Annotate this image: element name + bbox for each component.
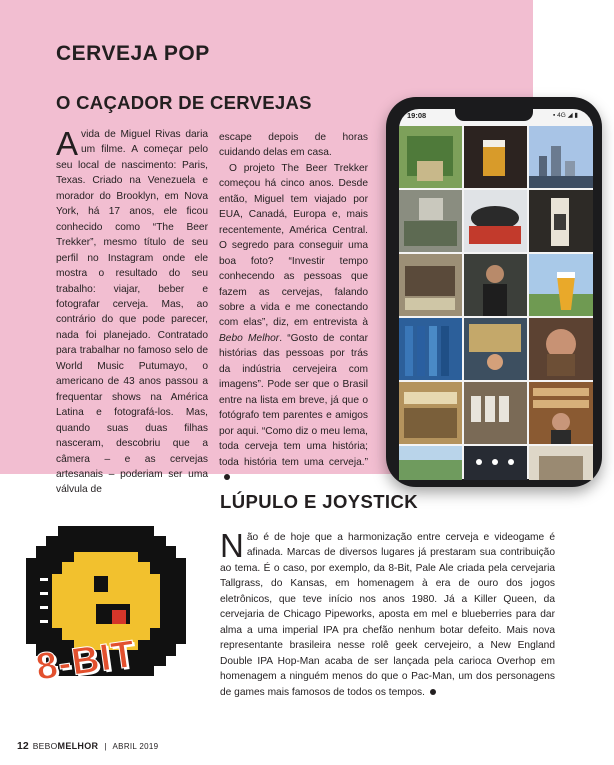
pixel-art-pacman-illustration bbox=[16, 516, 196, 689]
section-title: CERVEJA POP bbox=[56, 42, 210, 65]
footer-separator: | bbox=[104, 741, 107, 751]
article-paragraph: escape depois de horas cuidando delas em casa. bbox=[219, 132, 368, 159]
article-column bbox=[220, 527, 555, 700]
end-mark-icon bbox=[224, 474, 230, 480]
article-text: . “Gosto de contar histórias das pessoas por trás da indústria cervejeira com imagens”. Pode ser que o Brasil entre na lista em breve, já que o fotógrafo tem parentes e amigos por aqui. “Como diz o meu lema, toda cerveja tem uma história; toda história tem uma cerveja.” bbox=[219, 332, 368, 468]
article-paragraph bbox=[220, 527, 555, 700]
article-title: LÚPULO E JOYSTICK bbox=[220, 491, 418, 512]
magazine-name: Bebo Melhor bbox=[219, 332, 280, 344]
article-paragraph bbox=[219, 161, 368, 486]
drop-cap: A bbox=[56, 125, 79, 162]
article-text: vida de Miguel Rivas daria um filme. A começar pelo seu local de nascimento: Paris, Texas. Criado na Venezuela e morador do Brooklyn, em Nova York, há 17 anos, ele ficou conhecido como “The Beer Trekker”, mesmo título de seu perfil no Instagram onde ele mostra o resultado do seu trabalho: viajar, beber e fotografar cerveja. Mas, ao contrário do que pode parecer, nada foi planejado. Contratado para trabalhar no famoso selo de World Music Putumayo, o americano de 43 anos passou a frequentar shows na América Latina e fotografá-los. Mas, quando suas duas filhas nasceram, descobriu que a câmera – e as cervejas artesanais – poderiam ser uma válvula de bbox=[56, 129, 208, 496]
article-text: O projeto The Beer Trekker começou há cinco anos. Desde então, Miguel tem viajado por EUA, Canadá, Europa e, mais recentemente, América Central. O segredo para conseguir uma boa foto? “Investir tempo conhecendo as pessoas que fazem as cervejas, falando sobre a vida e me conectando com elas”, diz, em entrevista à bbox=[219, 162, 368, 329]
page-number: 12 bbox=[17, 740, 29, 752]
issue-date: ABRIL 2019 bbox=[112, 742, 159, 751]
brand-name-part: MELHOR bbox=[57, 741, 99, 751]
article-text: ão é de hoje que a harmonização entre cerveja e videogame é afinada. Marcas de diversos lugares já prestaram sua contribuição ao tema. É o caso, por exemplo, da 8-Bit, Pale Ale criada pela cervejaria Tallgrass, do Kansas, em homenagem à era de ouro dos jogos eletrônicos, que teve início nos anos 1980. Já a Killer Queen, da cervejaria de Chicago Pipeworks, aposta em mel e blueberries para dar alma a uma imperial IPA pra chefão nenhum botar defeito. Mais nova representante brasileira nesse rolê geek cervejeiro, a New England Double IPA Hop-Man acaba de ser lançada pela carioca Overhop em homenagem a ninguém menos do que o Pac-Man, um dos personagens de games mais famosos de todos os tempos. bbox=[220, 532, 555, 698]
eight-bit-badge-text: 8-BIT bbox=[33, 633, 139, 689]
phone-notch bbox=[455, 108, 533, 121]
end-mark-icon bbox=[430, 689, 436, 695]
brand-name-part: BEBO bbox=[32, 741, 58, 751]
page-footer bbox=[17, 740, 158, 752]
phone-status-icons: ▪ 4G ◢ ▮ bbox=[553, 112, 578, 119]
article-title: O CAÇADOR DE CERVEJAS bbox=[56, 92, 312, 113]
photo-grid-svg bbox=[399, 126, 593, 480]
phone-status-time: 19:08 bbox=[407, 111, 427, 120]
instagram-photo-grid bbox=[399, 126, 593, 485]
article-column-2 bbox=[219, 130, 368, 485]
drop-cap: N bbox=[220, 527, 244, 564]
article-paragraph bbox=[56, 127, 208, 498]
article-column-1 bbox=[56, 127, 208, 498]
